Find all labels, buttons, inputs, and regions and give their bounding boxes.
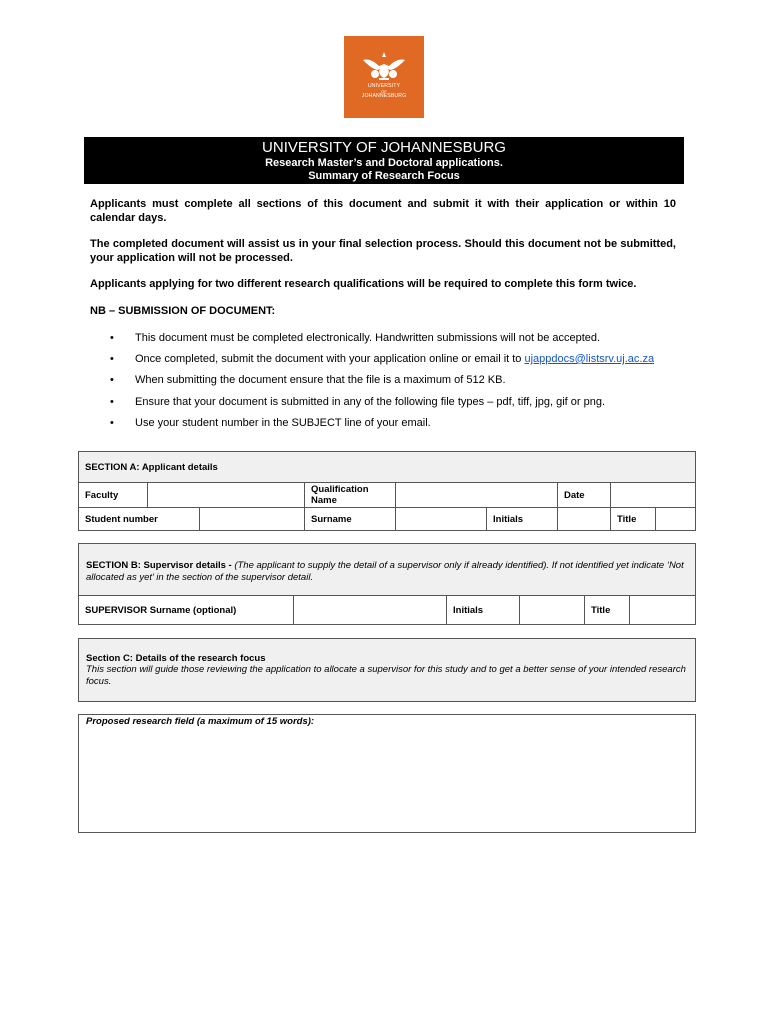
list-item-text: Use your student number in the SUBJECT line of your email. [135,417,431,429]
research-field-label: Proposed research field (a maximum of 15 words): [86,716,315,727]
email-link[interactable]: ujappdocs@listsrv.uj.ac.za [524,353,655,365]
faculty-field[interactable] [147,482,305,508]
research-field-box[interactable] [78,714,696,833]
qualification-field[interactable] [395,482,558,508]
date-field[interactable] [610,482,696,508]
list-item-text: Ensure that your document is submitted in any of the following file types – pdf, tiff, jpg, gif or png. [135,396,606,408]
supervisor-surname-label: SUPERVISOR Surname (optional) [78,595,294,625]
list-item-text [135,352,654,366]
intro-paragraph-3: Applicants applying for two different research qualifications will be required to complete this form twice. [90,278,637,290]
bullet-icon: • [110,417,114,429]
list-item-text-prefix: Once completed, submit the document with your application online or email it to [135,353,525,365]
logo-text-line3: JOHANNESBURG [361,93,407,100]
bullet-icon: • [110,353,114,365]
initials-field[interactable] [557,507,611,531]
section-b-instructions: (The applicant to supply the detail of a supervisor only if already identified). If not identified yet indicate ‘Not allocated as yet’ in the section of the supervisor detail. [86,560,684,583]
supervisor-surname-field[interactable] [293,595,447,625]
surname-field[interactable] [395,507,487,531]
bullet-icon: • [110,374,114,386]
section-b-heading-label: SECTION B: Supervisor details - [86,560,235,571]
logo-text-line2: OF [381,88,387,94]
initials-label: Initials [486,507,558,531]
student-number-field[interactable] [199,507,305,531]
faculty-label: Faculty [78,482,148,508]
section-a-heading: SECTION A: Applicant details [78,451,696,483]
header-banner [84,137,684,184]
page-subtitle: Research Master’s and Doctoral applications. [265,157,503,169]
section-c-description: This section will guide those reviewing the application to allocate a supervisor for this study and to get a better sense of your intended research focus. [86,664,686,687]
title-field[interactable] [655,507,696,531]
logo-text-line1: UNIVERSITY [367,83,401,89]
surname-label: Surname [304,507,396,531]
supervisor-initials-label: Initials [446,595,520,625]
list-item-text: This document must be completed electronically. Handwritten submissions will not be accepted. [135,332,601,344]
supervisor-title-field[interactable] [629,595,696,625]
title-label: Title [610,507,656,531]
page-subtitle-2: Summary of Research Focus [308,170,460,182]
date-label: Date [557,482,611,508]
intro-paragraph-1: Applicants must complete all sections of this document and submit it with their application or within 10 calendar days. [90,198,676,224]
intro-paragraph-2: The completed document will assist us in your final selection process. Should this document not be submitted, your application will not be processed. [90,238,676,264]
qualification-label: Qualification Name [304,482,396,508]
student-number-label: Student number [78,507,200,531]
nb-heading: NB – SUBMISSION OF DOCUMENT: [90,305,276,317]
supervisor-initials-field[interactable] [519,595,585,625]
section-c-heading: Section C: Details of the research focus [86,653,266,664]
page-title: UNIVERSITY OF JOHANNESBURG [262,139,506,156]
section-b-heading [78,543,696,596]
crest-icon [355,48,413,84]
bullet-icon: • [110,332,114,344]
bullet-icon: • [110,396,114,408]
supervisor-title-label: Title [584,595,630,625]
list-item-text: When submitting the document ensure that the file is a maximum of 512 KB. [135,374,506,386]
section-c-box [78,638,696,702]
university-logo [344,36,424,118]
